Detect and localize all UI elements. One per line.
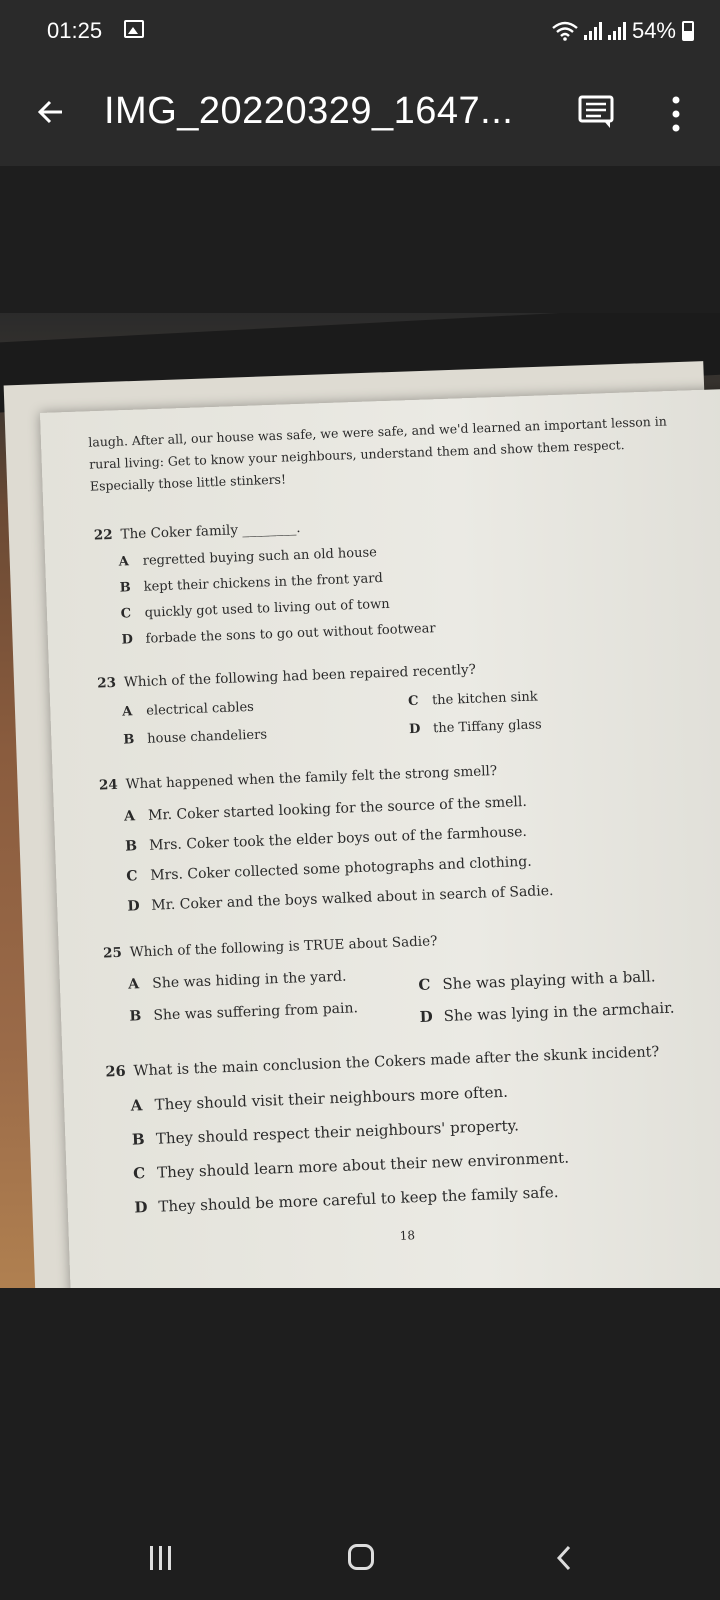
signal-icon <box>584 22 602 40</box>
option-22-a: A regretted buying such an old house <box>118 545 378 570</box>
question-25: 25 Which of the following is TRUE about Sadie? <box>102 933 438 962</box>
image-notification-icon <box>124 20 144 38</box>
option-22-d: D forbade the sons to go out without footwear <box>121 621 436 648</box>
option-24-c: C Mrs. Coker collected some photographs and clothing. <box>126 853 532 885</box>
status-icons <box>552 18 694 44</box>
option-25-b: B She was suffering from pain. <box>129 1000 359 1025</box>
question-23: 23 Which of the following had been repaired recently? <box>96 661 477 692</box>
option-26-c: C They should learn more about their new environment. <box>132 1148 570 1183</box>
back-arrow-icon[interactable] <box>32 92 72 132</box>
details-icon[interactable] <box>577 94 615 130</box>
option-22-c: C quickly got used to living out of town <box>120 596 390 622</box>
option-26-b: B They should respect their neighbours' property. <box>131 1116 520 1149</box>
navigation-bar <box>0 1516 720 1600</box>
battery-icon <box>682 21 694 41</box>
option-23-d: D the Tiffany glass <box>408 717 542 738</box>
option-25-a: A She was hiding in the yard. <box>127 968 347 993</box>
question-number: 22 <box>93 526 113 544</box>
recent-apps-icon[interactable] <box>150 1546 176 1570</box>
signal-icon <box>608 22 626 40</box>
question-text: The Coker family ________. <box>120 519 301 543</box>
option-24-d: D Mr. Coker and the boys walked about in search of Sadie. <box>127 882 554 915</box>
image-title: IMG_20220329_1647... <box>104 90 514 132</box>
option-23-b: B house chandeliers <box>123 727 268 748</box>
option-22-b: B kept their chickens in the front yard <box>119 571 384 596</box>
home-icon[interactable] <box>348 1544 374 1570</box>
app-bar <box>0 62 720 166</box>
status-time: 01:25 <box>47 18 103 43</box>
wifi-icon <box>552 21 578 41</box>
battery-percent: 54% <box>631 18 676 43</box>
page-number: 18 <box>399 1228 416 1243</box>
option-25-d: D She was lying in the armchair. <box>419 998 675 1026</box>
option-24-b: B Mrs. Coker took the elder boys out of the farmhouse. <box>124 823 528 855</box>
more-vert-icon[interactable] <box>668 94 684 134</box>
option-26-d: D They should be more careful to keep the family safe. <box>134 1182 559 1217</box>
status-bar <box>0 0 720 62</box>
intro-paragraph: laugh. After all, our house was safe, we were safe, and we'd learned an important lesson in rural living: Get to know your neighbours, understand them and show them respect. Especially those little stinkers! <box>88 413 668 494</box>
question-26: 26 What is the main conclusion the Cokers made after the skunk incident? <box>105 1044 660 1081</box>
option-23-c: C the kitchen sink <box>407 689 538 710</box>
question-24: 24 What happened when the family felt the strong smell? <box>98 762 498 794</box>
option-25-c: C She was playing with a ball. <box>418 967 656 994</box>
option-23-a: A electrical cables <box>122 699 255 720</box>
back-icon[interactable] <box>552 1544 578 1572</box>
option-26-a: A They should visit their neighbours more often. <box>130 1082 509 1115</box>
option-24-a: A Mr. Coker started looking for the source of the smell. <box>123 793 528 825</box>
